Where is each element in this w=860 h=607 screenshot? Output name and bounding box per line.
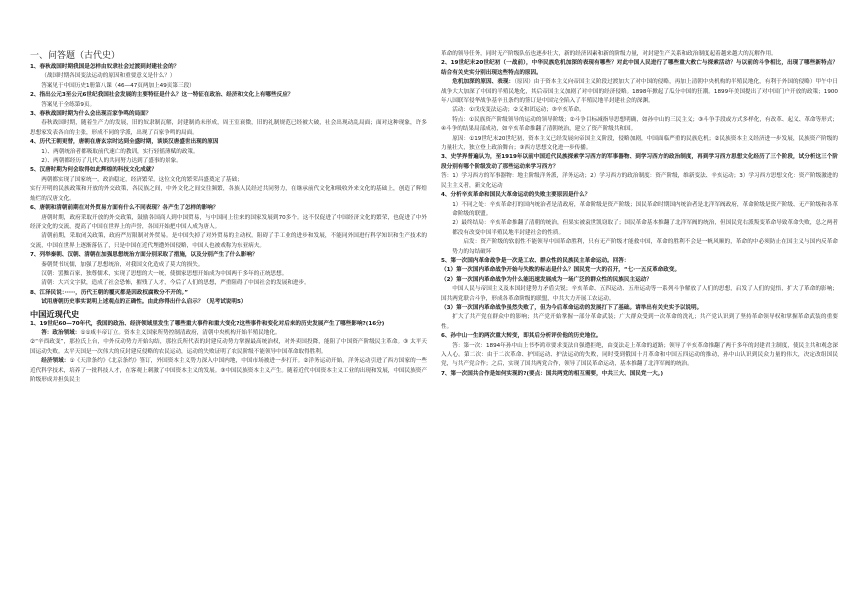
- answer-5-intro: 两朝都实现了国家统一，政治稳定，经济繁荣，这位文化的繁荣昌盛奠定了基础；: [41, 176, 243, 183]
- question-8: 8、江泽民说：·····，历代王朝的覆灭都是因政权腐败分不开的。”: [30, 289, 189, 296]
- answer-6-qing: 清朝前期，采取闭关政策，政府严厉限制对外贸易。是中国失掉了对外贸易的主动权，阻碍了手工业的进步和发展，不能同外国进行科学知识和生产技术的交流，中国在世界上逐渐落伍了，只是中国在近代埋遭外国侵略，中国人也被戏称为东亚病夫。: [30, 233, 427, 249]
- modern-question-3: 3、史学界普遍认为，至1919年以前中国近代民族探索学习西方的军事器物、到学习西方的政治制度，再到学习西方思想文化经历了三个阶段，试分析这三个阶段分别有哪个阶级发动了那些运动来学习西方？: [441, 154, 838, 170]
- modern-answer-4-outcome: 2）最终结局：辛亥革命推翻了清朝的统治，但果实被袁世凯窃取了；国民革命基本推翻了北洋军阀的统治，但国民党右派叛变革命导致革命失败，总之两者都没有改变中国半殖民地半封建社会的性质。: [452, 220, 838, 236]
- economy-answer-continued: 革命的领导任务，同时无产阶级队伍也逐步壮大，新的经济因素和新的阶级力量，对封建生产关系和政治制度起着越来越大的瓦解作用。: [441, 51, 777, 57]
- question-1-hint: （战国时期各国变法运动的原因和重要意义是什么？）: [41, 73, 176, 80]
- economy-answer: ①《天津条约》《北京条约》签订，外国资本主义势力深入中国内地，中国市场被进一步打开。②洋务运动开始，洋务运动引进了西方国家的一些近代科学技术，培养了一批科技人才，在客观上刺激了中国资本主义的发展。③中国民族资本主义产生。随着近代中国资本主义工业的出现和发展，中国民族资产阶级形成并担负民主: [30, 358, 427, 383]
- answer-1: 答案见于中国历史1册第八课（46—47页两加上49页第三段）: [41, 82, 195, 89]
- question-5: 5、汉唐时期为何会取得如此辉煌的科技文化成就？: [30, 167, 157, 174]
- modern-answer-3: 答：1）学习西方的军事器物：地主阶级洋务派，洋务运动；2）学习西方的政治制度：资产阶级，维新变法、辛亥运动；3）学习西方思想文化：资产阶级激进的民主主义者，新文化运动: [441, 173, 838, 189]
- question-4: 4、历代王朝更替，唐朝在唐玄宗时达到全盛时期，谈谈汉唐盛世出现的原因: [30, 139, 219, 146]
- modern-question-5-part-1: （1）第一次国内革命战争开始与失败的标志是什么？国民党一大的召开，“七·一五反革命政变。: [441, 267, 681, 274]
- activities-label: 活动：: [452, 107, 469, 114]
- left-column: [30, 50, 427, 601]
- politics-answer-continued: ②“辛酉政变”，那拉氏上台，中外反动势力开始勾结，那拉氏所代表的封建反动势力掌握最高统治权，对外卖国投降，能阻了中国资产阶级民主革命。③ 太平天国运动失败。太平天国是一次伟大的反封建反侵略的农民运动，运动的失败证明了农民阶级不能领导中国革命取得胜利。: [30, 339, 427, 355]
- question-7: 7、列举秦朝、汉朝、清朝在加强思想统治方面分别采取了措施，以及分别产生了什么影响？: [30, 252, 258, 259]
- question-1: 1、春秋战国时期我国是怎样由奴隶社会过渡到封建社会的？: [30, 64, 180, 70]
- modern-question-4: 4、分析辛亥革命和国民大革命运动的失败主要原因是什么？: [441, 192, 591, 199]
- reasons-label: 原因：: [452, 135, 470, 142]
- modern-question-5: 5、第一次国内革命战争是一次是工农、群众性的民族民主革命运动。回答：: [441, 257, 630, 264]
- economy-label: 经济领域：: [41, 358, 70, 365]
- answer-7-qin: 秦朝焚书坑儒，加强了思想统治，对我国文化造成了莫大的损失。: [41, 261, 204, 268]
- two-column-layout: [30, 50, 838, 601]
- modern-question-2: 2、19世纪末20世纪初（一战前），中华民族危机加深的表现有哪些？对此中国人民进行了哪些重大救亡与探索活动？与以前的斗争相比，出现了哪些新特点？结合有关史实分别出现这些特点的原因。: [441, 60, 838, 76]
- answer-2: 答案见于全练第9页。: [41, 101, 96, 108]
- reasons-answer: ①19世纪末20世纪初，资本主义已经发展向帝国主义阶段，侵略加剧，中国面临严重的民族危机；②民族资本主义经济进一步发展，民族资产阶级的力量壮大，独立登上政治舞台；③西方思想文化进一步传播。: [441, 135, 838, 152]
- modern-question-5-part-3: （3）第一次国内革命战争虽然失败了，但为今后革命运动的发展打下了基础。请举出有关史实予以说明。: [441, 304, 703, 311]
- answer-7-qing: 清朝：大兴文字狱，造成了社会恐怖，摧残了人才，今后了人们的思想，严重阻碍了中国社会的发展和进步。: [41, 280, 310, 287]
- politics-answer: ①①咸丰帝订立。资本主义国家所势控制清政府，清朝中央机构开始半殖民地化。: [80, 329, 281, 336]
- modern-question-5-part-2: （2）第一次国内革命战争为什么能迅速发展成为一场广泛的群众性的民族民主运动？: [441, 276, 652, 283]
- modern-question-7: 7、第一次国共合作是如何实现的?(要点：国共两党的相互需要，中共三大、国民党一大。): [441, 370, 664, 377]
- answer-4-point-2: 2）、两朝都经历了几代人的共同努力达到了盛事的景象。: [41, 158, 182, 165]
- modern-history-title: 中国近现代史: [30, 308, 80, 319]
- answer-3: 春秋战国时期，随着生产力的发展，旧的奴隶制瓦解，封建制尚未形成，周王室衰微，旧的礼制规范已经被大破，社会出现动乱局面；面对这种现象，许多思想家发表各自的主张，形成不同的学派，出现了百家争鸣的局面。: [30, 120, 427, 136]
- question-3: 3、春秋战国时期为什么会出现百家争鸣的局面？: [30, 111, 152, 118]
- activities-answer: ①戊戌变法运动；②义和团运动；③辛亥革命。: [468, 107, 585, 114]
- modern-answer-5-part-2: 中国人民与帝国主义及本国封建势力矛盾尖锐；辛亥革命、五四运动、五卅运动等一系列斗争解放了人们的思想，启发了人们的觉悟，扩大了革命的影响；国共两党联合斗争，形成各革命阶级的联盟，中共大力开展工农运动。: [441, 286, 838, 302]
- modern-answer-4-differences: 1）不同之处：辛亥革命打的国内统治者是清政府，革命阶级是资产阶级；国民革命时期国内统治者是北洋军阀政府，革命阶级是资产阶级、无产阶级和各革命阶级的联盟。: [452, 201, 838, 217]
- answer-4-point-1: 1）、两朝统治者都吸取前代速亡的教训，实行轻徭薄赋的政策。: [41, 148, 199, 155]
- modern-answer-6: 答：第一次：1894年孙中山上书李鸿章要求变法自强遭拒绝，由变法走上革命的道路；领导了辛亥革命推翻了两千多年的封建君主制度，使民主共和观念深入人心。第二次：由于二次革命、护国运动、护法运动的失败，同时受到俄国十月革命和中国五四运动的推动，孙中山认识到民众力量的伟大，决定改组国民党，与共产党合作；之后，实现了国共两党合作，领导了国民革命运动，基本推翻了北洋军阀的统治。: [441, 342, 838, 368]
- section-title: 一、问答题（古代史）: [30, 51, 121, 61]
- right-column: [441, 50, 838, 601]
- politics-label: 答：政治领域：: [41, 329, 81, 336]
- features-answer: ①民族资产阶级领导的运动的领导阶级；②斗争目标减指导思想明确，如孙中山的三民主义；③斗争手段或方式多样化，有改革、起义、革命等形式；④斗争的结果局部成功，如辛亥革命推翻了清朝统治，建立了资产阶级共和国。: [441, 116, 838, 133]
- crisis-label: 危机加深的原因、表现：: [452, 79, 515, 86]
- modern-answer-4-lesson: 启发：资产阶级的软弱性不能领导中国革命胜利，只有无产阶级才能救中国，革命的胜利不会是一帆风顺的，革命的中必须防止在国主义与国内反革命势力的勾结破坏: [452, 239, 838, 255]
- modern-answer-5-part-3: 扩大了共产党在群众中的影响；共产党开始掌握一部分革命武装；广大群众受到一次革命的洗礼；共产党认识到了坚持革命领导权和掌握革命武装的重要性。: [441, 314, 838, 330]
- answer-7-han: 汉朝：罢黜百家，独尊儒术，实现了思想的大一统，使儒家思想开始成为中国两千多年的正统思想。: [41, 270, 288, 277]
- answer-6-tang: 唐朝时期，政府采取开放的外交政策，鼓励各国商人到中国贸易，与中国同上往来的国家发展到70多个。这不仅促进了中国经济文化的繁荣，也促进了中外经济文化的交流，提高了中国在世界上的声誉，各国开始把中国人成为唐人。: [30, 214, 427, 230]
- features-label: 特点：: [452, 116, 470, 123]
- question-8-prompt: 试用唐朝历史事实说明上述观点的正确性。由此你得出什么启示？（见考试说明5）: [41, 299, 247, 306]
- answer-5-detail: 实行开明的民族政策和开放的外交政策，各民族之间，中外文化之间交往频繁，各族人民经过共同努力，在继承前代文化和吸收外来文化的基础上，创造了辉煌灿烂的汉唐文化。: [30, 186, 427, 202]
- question-6: 6、唐朝和清朝前期在对外贸易方面有什么不同表现？各产生了怎样的影响？: [30, 205, 219, 212]
- modern-question-6: 6、孙中山一生的两次重大转变，即其后分析评价他的历史地位。: [441, 333, 602, 340]
- question-2: 2、指出公元3至公元6世纪我国社会发展的主要特征是什么？这一特征在政治、经济和文化上有哪些反应？: [30, 92, 294, 99]
- crisis-answer: （原因）由于资本主义向帝国主义阶段过渡加大了对中国的侵略，再加上清朝中央机构的半殖民地化，有利于外国的侵略）甲午中日战争大大加深了中国的半殖民地化，其后帝国主义加剧了对中国的经济侵略。1898年掀起了瓜分中国的狂潮。1899年美国提出了对中国门户开放的政策；1900年八国联军侵华战争基辛丑条约的签订是中国完全陷入了半殖民地半封建社会的深渊。: [441, 79, 838, 105]
- modern-question-1: 1、19世纪60—70年代，我国的政治、经济领域里发生了哪些重大事件和重大变化?这些事件和变化对后来的历史发展产生了哪些影响?(16分): [30, 320, 385, 327]
